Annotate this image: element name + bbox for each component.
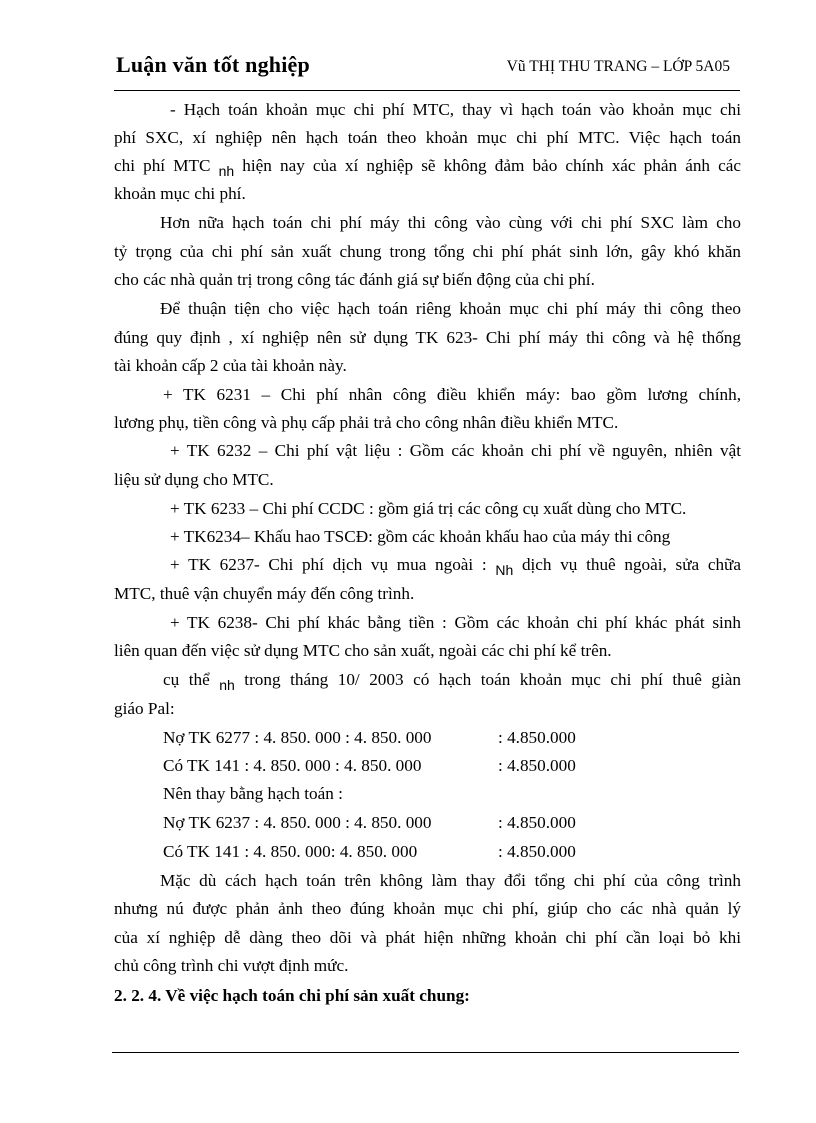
footer-divider: [112, 1052, 739, 1053]
entry-no-6237: Nợ TK 6237 : 4. 850. 000 : 4. 850. 000: [163, 813, 432, 832]
entry-amount: : 4.850.000: [498, 756, 576, 775]
text-line: chủ công trình chi vượt định mức.: [114, 956, 349, 975]
text-line: [163, 670, 741, 693]
text-line: cho các nhà quản trị trong công tác đánh giá sự biến động của chi phí.: [114, 270, 595, 289]
text-line: + TK 6238- Chi phí khác bằng tiền : Gồm các khoản chi phí khác phát sinh: [170, 613, 741, 632]
text-line: [114, 156, 742, 179]
text-line: tỷ trọng của chi phí sản xuất chung trong tổng chi phí phát sinh lớn, gây khó khăn: [114, 242, 741, 261]
author-class: Vũ THỊ THU TRANG – LỚP 5A05: [506, 58, 730, 75]
text-line: + TK 6231 – Chi phí nhân công điều khiển máy: bao gồm lương chính,: [163, 385, 741, 404]
text-line: + TK 6233 – Chi phí CCDC : gồm giá trị các công cụ xuất dùng cho MTC.: [170, 499, 687, 518]
replace-label: Nên thay bằng hạch toán :: [163, 784, 343, 803]
text-line: khoản mục chi phí.: [114, 184, 246, 203]
document-title: Luận văn tốt nghiệp: [116, 52, 310, 77]
text-line: + TK6234– Khấu hao TSCĐ: gồm các khoản khấu hao của máy thi công: [170, 527, 671, 546]
text-line: liệu sử dụng cho MTC.: [114, 470, 274, 489]
text-line: liên quan đến việc sử dụng MTC cho sản xuất, ngoài các chi phí kể trên.: [114, 641, 612, 660]
entry-co-141: Có TK 141 : 4. 850. 000 : 4. 850. 000: [163, 756, 422, 775]
text-line: - Hạch toán khoản mục chi phí MTC, thay vì hạch toán vào khoản mục chi: [170, 100, 741, 119]
text-line: nhưng nú được phản ảnh theo đúng khoản mục chi phí, giúp cho các nhà quản lý: [114, 899, 741, 918]
text-span: chi phí MTC: [114, 156, 211, 175]
entry-amount: : 4.850.000: [498, 728, 576, 747]
entry-no-6277: Nợ TK 6277 : 4. 850. 000 : 4. 850. 000: [163, 728, 432, 747]
text-line: MTC, thuê vận chuyển máy đến công trình.: [114, 584, 415, 603]
text-line: + TK 6232 – Chi phí vật liệu : Gồm các khoản chi phí về nguyên, nhiên vật: [170, 441, 741, 460]
abbrev-span: Nh: [495, 562, 514, 578]
text-line: Hơn nữa hạch toán chi phí máy thi công vào cùng với chi phí SXC làm cho: [160, 213, 741, 232]
text-line: Để thuận tiện cho việc hạch toán riêng khoản mục chi phí máy thi công theo: [160, 299, 741, 318]
text-line: [170, 555, 741, 578]
text-line: của xí nghiệp dễ dàng theo dõi và phát hiện những khoản chi phí cần loại bỏ khi: [114, 928, 741, 947]
text-line: Mặc dù cách hạch toán trên không làm thay đổi tổng chi phí của công trình: [160, 871, 741, 890]
text-line: phí SXC, xí nghiệp nên hạch toán theo khoản mục chi phí MTC. Việc hạch toán: [114, 128, 741, 147]
entry-amount: : 4.850.000: [498, 842, 576, 861]
text-span: hiện nay của xí nghiệp sẽ không đảm bảo chính xác phản ánh các: [242, 156, 742, 175]
abbrev-span: nh: [218, 163, 235, 179]
text-line: đúng quy định , xí nghiệp nên sử dụng TK 623- Chi phí máy thi công và hệ thống: [114, 328, 741, 347]
text-line: giáo Pal:: [114, 699, 175, 718]
abbrev-span: nh: [219, 677, 235, 693]
entry-amount: : 4.850.000: [498, 813, 576, 832]
text-span: trong tháng 10/ 2003 có hạch toán khoản mục chi phí thuê giàn: [244, 670, 741, 689]
text-span: cụ thể: [163, 670, 210, 689]
text-line: lương phụ, tiền công và phụ cấp phải trả cho công nhân điều khiển MTC.: [114, 413, 619, 432]
text-span: + TK 6237- Chi phí dịch vụ mua ngoài :: [170, 555, 487, 574]
page-header: [114, 50, 740, 91]
entry-co-141-new: Có TK 141 : 4. 850. 000: 4. 850. 000: [163, 842, 418, 861]
text-span: dịch vụ thuê ngoài, sửa chữa: [521, 555, 741, 574]
section-heading: 2. 2. 4. Về việc hạch toán chi phí sản xuất chung:: [114, 986, 470, 1005]
text-line: tài khoản cấp 2 của tài khoản này.: [114, 356, 347, 375]
